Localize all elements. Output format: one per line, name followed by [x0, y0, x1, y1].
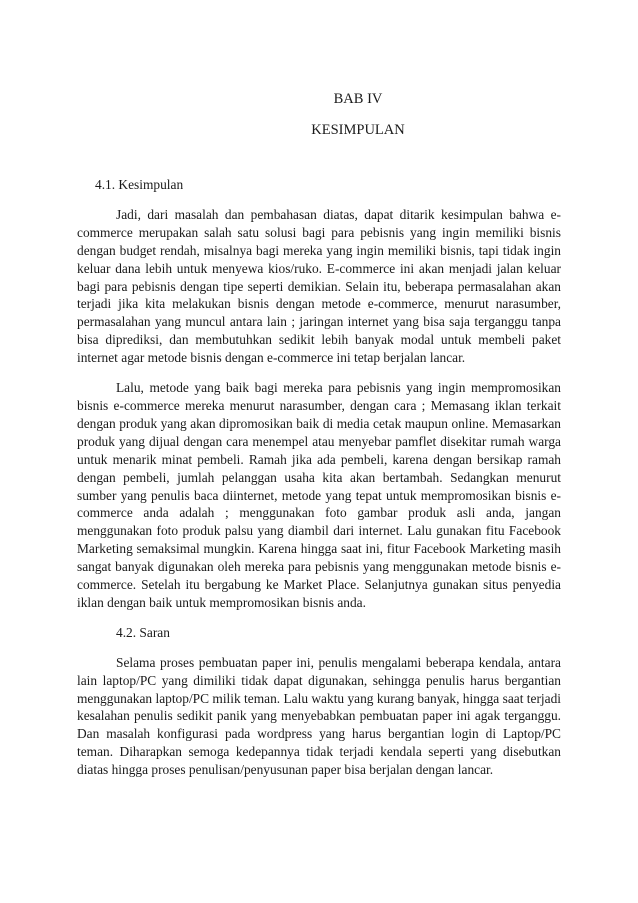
document-body [77, 176, 561, 779]
section-heading-saran: 4.2. Saran [116, 624, 170, 640]
paragraph-kesimpulan-2: Lalu, metode yang baik bagi mereka para pebisnis yang ingin mempromosikan bisnis e-commerce mereka menurut narasumber, dengan cara ; Memasang iklan terkait dengan produk yang akan dipromosikan baik di media cetak maupun online. Memasarkan produk yang dijual dengan cara menempel atau menyebar pamflet disekitar rumah warga untuk menarik minat pembeli. Ramah jika ada pembeli, karena dengan bersikap ramah dengan pembeli, jumlah pelanggan usaha kita akan bertambah. Sedangkan menurut sumber yang penulis baca diinternet, metode yang tepat untuk mempromosikan bisnis e-commerce anda adalah ; menggunakan foto gambar produk asli anda, jangan menggunakan foto produk palsu yang diambil dari internet. Lalu gunakan fitu Facebook Marketing semaksimal mungkin. Karena hingga saat ini, fitur Facebook Marketing masih sangat banyak digunakan oleh mereka para pebisnis yang menggunakan metode bisnis e-commerce. Setelah itu bergabung ke Market Place. Selanjutnya gunakan situs penyedia iklan dengan baik untuk mempromosikan bisnis anda. [77, 380, 561, 610]
chapter-number: BAB IV [333, 91, 383, 107]
chapter-title: KESIMPULAN [311, 122, 405, 138]
paragraph-kesimpulan-1: Jadi, dari masalah dan pembahasan diatas, dapat ditarik kesimpulan bahwa e-commerce merupakan salah satu solusi bagi para pebisnis yang ingin memiliki bisnis dengan budget rendah, misalnya bagi mereka yang ingin memiliki bisnis, tapi tidak ingin keluar dana lebih untuk menyewa kios/ruko. E-commerce ini akan menjadi jalan keluar bagi para pebisnis dengan tipe seperti demikian. Selain itu, beberapa permasalahan akan terjadi jika kita melakukan bisnis dengan metode e-commerce, menurut narasumber, permasalahan yang muncul antara lain ; jaringan internet yang bisa saja terganggu tanpa bisa diprediksi, dan membutuhkan sedikit lebih banyak modal untuk membeli paket internet agar metode bisnis dengan e-commerce ini tetap berjalan lancar. [77, 206, 561, 366]
section-heading-kesimpulan: 4.1. Kesimpulan [95, 177, 184, 192]
paragraph-saran-1: Selama proses pembuatan paper ini, penulis mengalami beberapa kendala, antara lain laptop/PC yang dimiliki tidak dapat digunakan, sehingga penulis harus bergantian menggunakan laptop/PC milik teman. Lalu waktu yang kurang banyak, hingga saat terjadi kesalahan penulis sedikit panik yang menyebabkan pembuatan paper ini agak terganggu. Dan masalah konfigurasi pada wordpress yang harus bergantian login di Laptop/PC teman. Diharapkan semoga kedepannya tidak terjadi kendala seperti yang disebutkan diatas hingga proses penulisan/penyusunan paper bisa berjalan dengan lancar. [77, 654, 561, 778]
